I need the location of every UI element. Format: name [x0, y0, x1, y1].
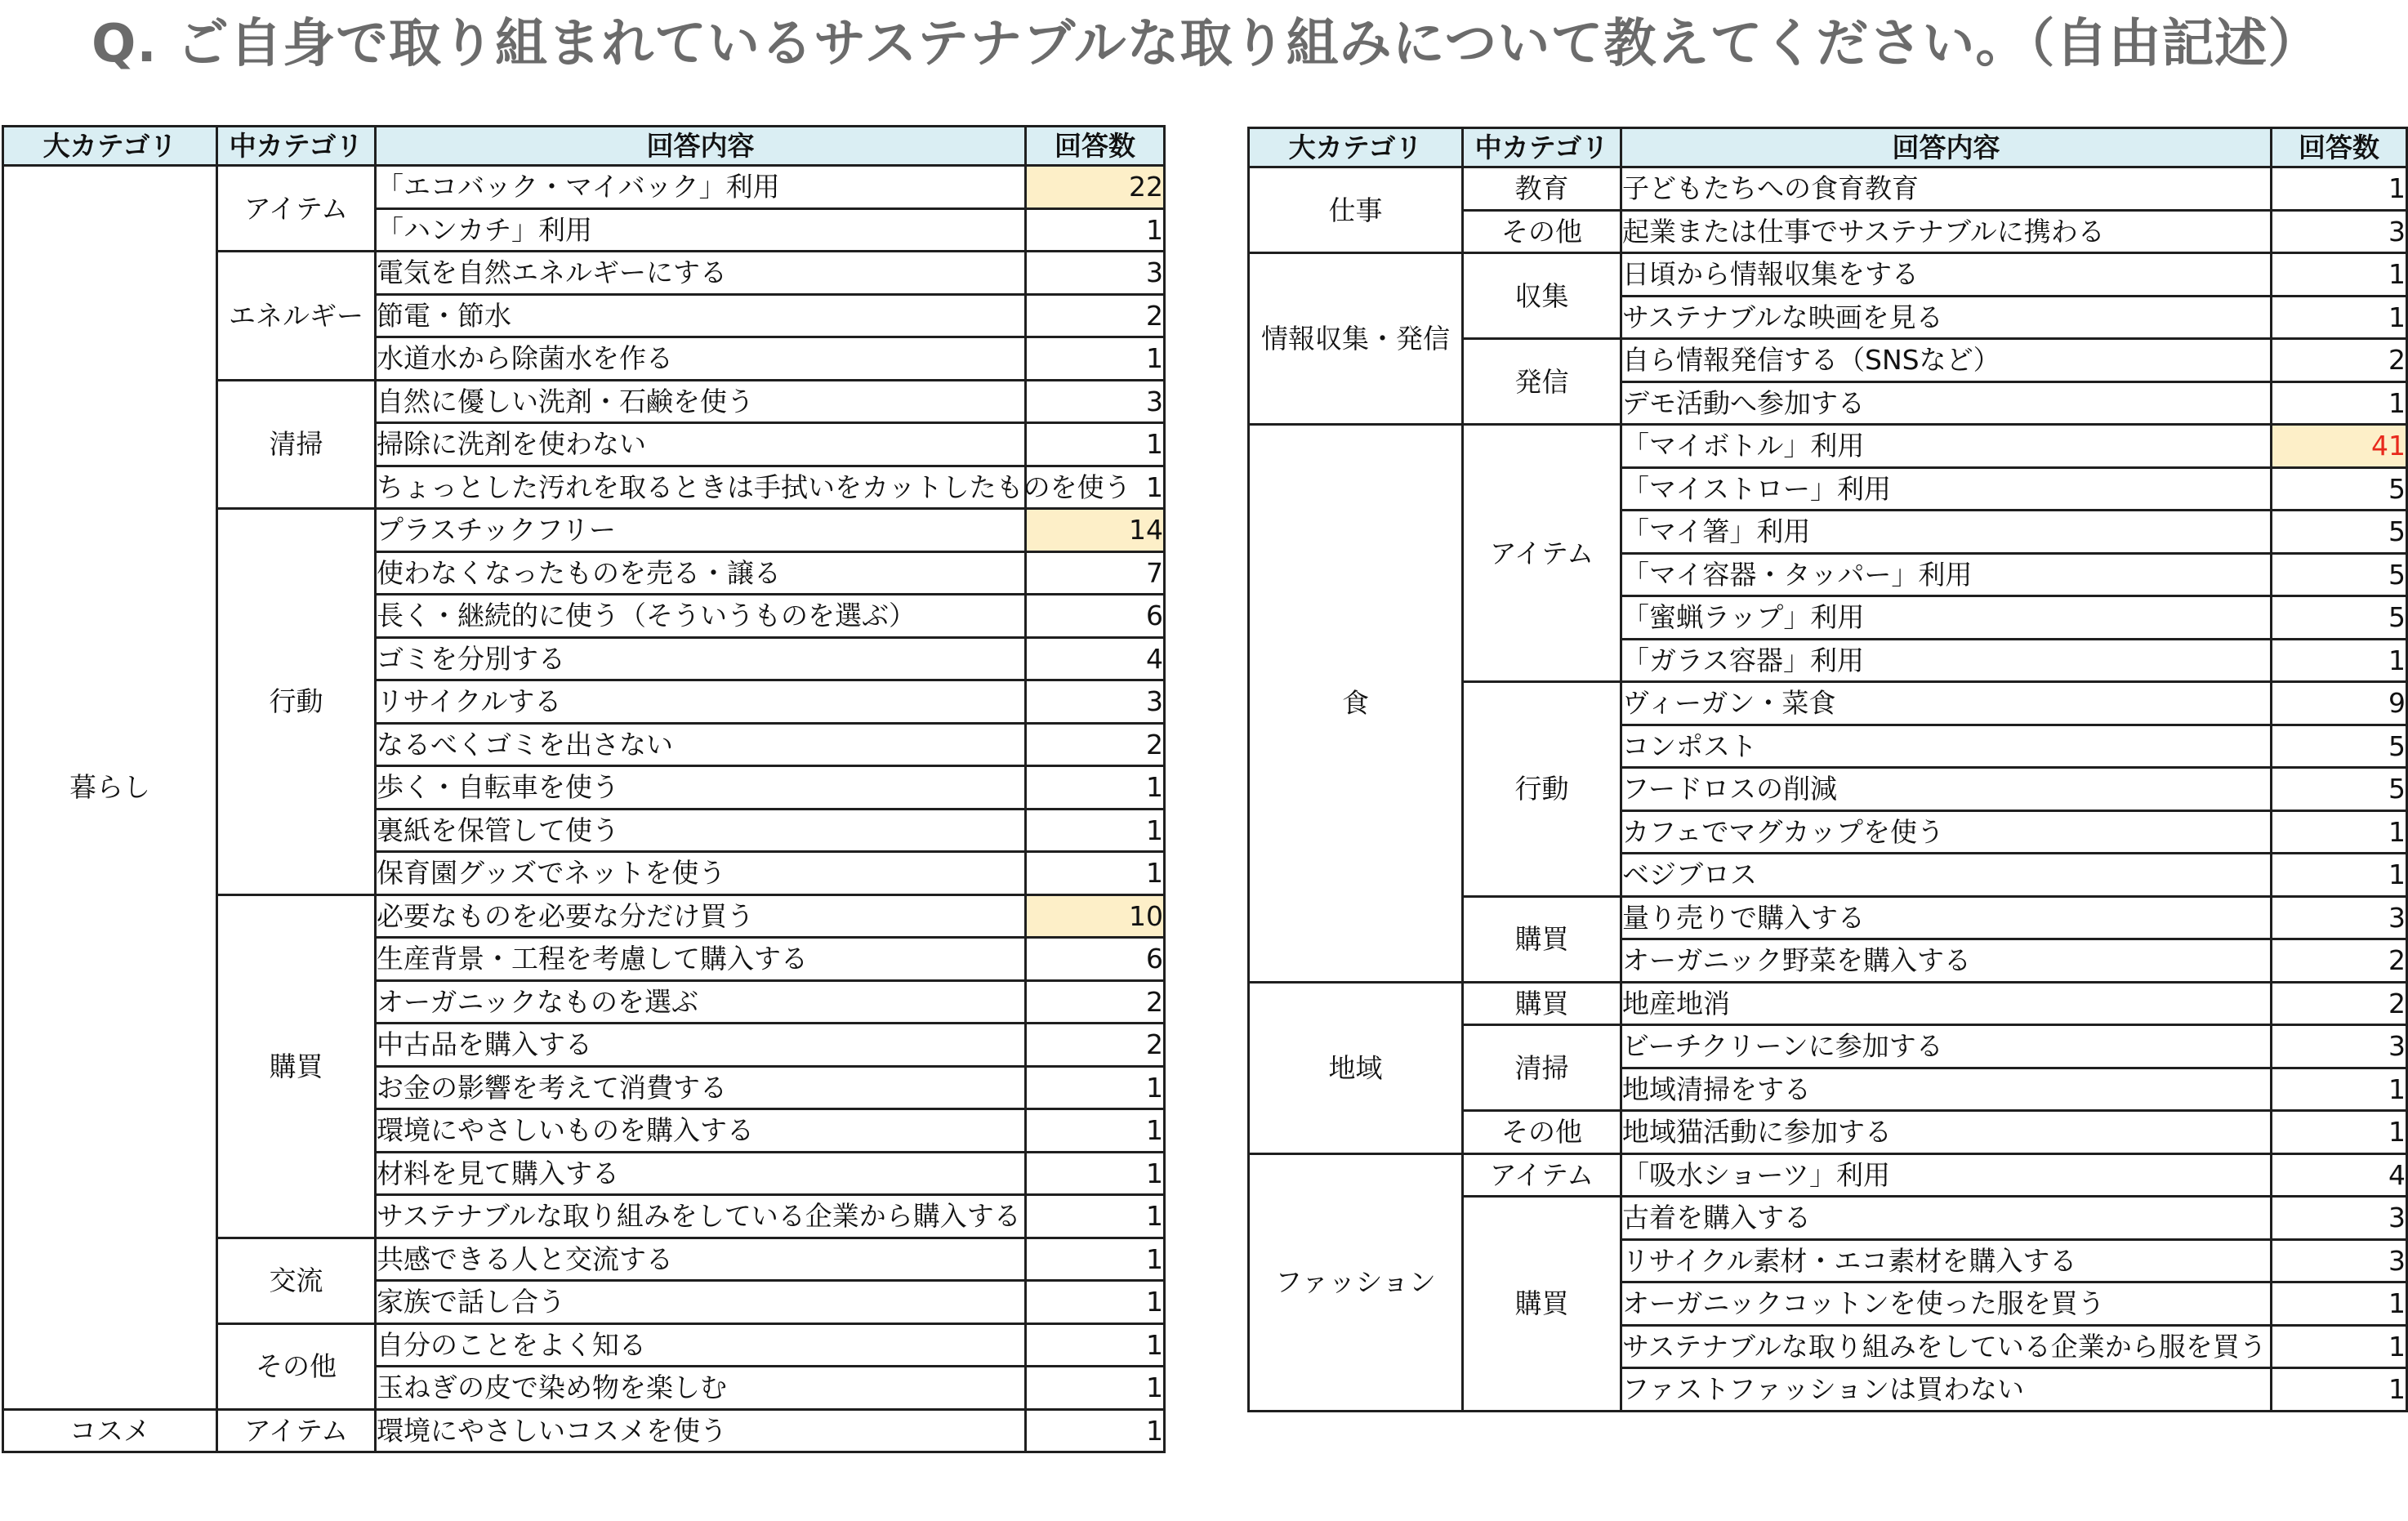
count-cell: 5	[2272, 553, 2407, 596]
sub-category-cell: アイテム	[217, 166, 376, 252]
answer-cell: 起業または仕事でサステナブルに携わる	[1621, 210, 2272, 253]
major-category-cell: ファッション	[1249, 1153, 1463, 1411]
answer-cell: 環境にやさしいコスメを使う	[376, 1409, 1026, 1452]
count-cell: 1	[2272, 1111, 2407, 1154]
count-cell: 3	[1026, 252, 1165, 295]
sub-category-cell: エネルギー	[217, 252, 376, 381]
answer-cell: 必要なものを必要な分だけ買う	[376, 894, 1026, 938]
count-cell: 9	[2272, 682, 2407, 725]
answer-cell: 「マイストロー」利用	[1621, 467, 2272, 511]
answer-cell: 家族で話し合う	[376, 1281, 1026, 1324]
answer-cell: 水道水から除菌水を作る	[376, 337, 1026, 381]
answer-cell: デモ活動へ参加する	[1621, 381, 2272, 425]
count-cell: 3	[2272, 1025, 2407, 1068]
answer-cell: 歩く・自転車を使う	[376, 766, 1026, 810]
count-cell: 41	[2272, 425, 2407, 468]
count-cell: 2	[1026, 723, 1165, 766]
count-cell: 1	[2272, 1282, 2407, 1326]
header-count: 回答数	[1026, 127, 1165, 166]
answer-cell: 使わなくなったものを売る・譲る	[376, 551, 1026, 595]
answer-cell: リサイクルする	[376, 680, 1026, 724]
count-cell: 5	[2272, 596, 2407, 640]
count-cell: 2	[2272, 339, 2407, 382]
answer-cell: 「蜜蝋ラップ」利用	[1621, 596, 2272, 640]
table-body	[3, 166, 1165, 1452]
table-header-row	[3, 127, 1165, 166]
answer-cell: ヴィーガン・菜食	[1621, 682, 2272, 725]
sub-category-cell: 購買	[1463, 1197, 1621, 1412]
sub-category-cell: 収集	[1463, 253, 1621, 339]
answer-cell: 長く・継続的に使う（そういうものを選ぶ）	[376, 595, 1026, 638]
answer-cell: 日頃から情報収集をする	[1621, 253, 2272, 297]
answer-cell: カフェでマグカップを使う	[1621, 810, 2272, 854]
answer-cell: ビーチクリーンに参加する	[1621, 1025, 2272, 1068]
count-cell: 1	[1026, 1109, 1165, 1153]
count-cell: 5	[2272, 768, 2407, 811]
sub-category-cell: 購買	[1463, 982, 1621, 1025]
table-row	[1249, 1153, 2407, 1197]
sub-category-cell: アイテム	[1463, 425, 1621, 682]
count-cell: 10	[1026, 894, 1165, 938]
sub-category-cell: 清掃	[1463, 1025, 1621, 1111]
header-answer: 回答内容	[376, 127, 1026, 166]
answer-cell: 「マイボトル」利用	[1621, 425, 2272, 468]
table-row	[1249, 167, 2407, 211]
count-cell: 1	[2272, 639, 2407, 682]
count-cell: 3	[1026, 680, 1165, 724]
count-cell: 3	[2272, 896, 2407, 939]
count-cell: 1	[1026, 466, 1165, 509]
answer-cell: 環境にやさしいものを購入する	[376, 1109, 1026, 1153]
answer-cell: オーガニック野菜を購入する	[1621, 939, 2272, 983]
answer-cell: サステナブルな映画を見る	[1621, 296, 2272, 339]
answer-cell: オーガニックコットンを使った服を買う	[1621, 1282, 2272, 1326]
header-major-category: 大カテゴリ	[1249, 128, 1463, 167]
answer-cell: 節電・節水	[376, 294, 1026, 337]
answer-cell: 玉ねぎの皮で染め物を楽しむ	[376, 1367, 1026, 1410]
sub-category-cell: 行動	[1463, 682, 1621, 897]
count-cell: 4	[1026, 637, 1165, 680]
count-cell: 1	[1026, 1367, 1165, 1410]
count-cell: 14	[1026, 509, 1165, 552]
answer-cell: 保育園グッズでネットを使う	[376, 852, 1026, 895]
answer-cell: サステナブルな取り組みをしている企業から服を買う	[1621, 1325, 2272, 1368]
count-cell: 1	[2272, 1325, 2407, 1368]
table-header-row	[1249, 128, 2407, 167]
major-category-cell: 情報収集・発信	[1249, 253, 1463, 425]
answer-cell: 「マイ箸」利用	[1621, 511, 2272, 554]
answer-cell: 自分のことをよく知る	[376, 1323, 1026, 1367]
count-cell: 1	[2272, 1068, 2407, 1111]
major-category-cell: コスメ	[3, 1409, 217, 1452]
sub-category-cell: アイテム	[217, 1409, 376, 1452]
table-row	[1249, 425, 2407, 468]
header-sub-category: 中カテゴリ	[217, 127, 376, 166]
answer-cell: 「吸水ショーツ」利用	[1621, 1153, 2272, 1197]
responses-table-right	[1247, 127, 2408, 1412]
sub-category-cell: 教育	[1463, 167, 1621, 211]
count-cell: 1	[1026, 1152, 1165, 1195]
answer-cell: 生産背景・工程を考慮して購入する	[376, 938, 1026, 981]
count-cell: 1	[1026, 337, 1165, 381]
sub-category-cell: その他	[217, 1323, 376, 1409]
count-cell: 1	[1026, 1281, 1165, 1324]
sub-category-cell: 交流	[217, 1238, 376, 1323]
sub-category-cell: 清掃	[217, 380, 376, 509]
sub-category-cell: 発信	[1463, 339, 1621, 425]
answer-cell: 地域猫活動に参加する	[1621, 1111, 2272, 1154]
count-cell: 1	[1026, 1195, 1165, 1238]
major-category-cell: 食	[1249, 425, 1463, 983]
count-cell: 5	[2272, 467, 2407, 511]
count-cell: 1	[2272, 296, 2407, 339]
answer-cell: お金の影響を考えて消費する	[376, 1066, 1026, 1109]
header-sub-category: 中カテゴリ	[1463, 128, 1621, 167]
answer-cell: オーガニックなものを選ぶ	[376, 980, 1026, 1024]
sub-category-cell: 購買	[217, 894, 376, 1238]
count-cell: 2	[2272, 939, 2407, 983]
answer-cell: ファストファッションは買わない	[1621, 1368, 2272, 1412]
count-cell: 22	[1026, 166, 1165, 209]
answer-cell: 「ハンカチ」利用	[376, 208, 1026, 252]
count-cell: 3	[2272, 210, 2407, 253]
count-cell: 3	[2272, 1239, 2407, 1282]
count-cell: 1	[2272, 381, 2407, 425]
answer-cell: 地産地消	[1621, 982, 2272, 1025]
answer-cell: 裏紙を保管して使う	[376, 809, 1026, 852]
table-row	[3, 1409, 1165, 1452]
sub-category-cell: アイテム	[1463, 1153, 1621, 1197]
sub-category-cell: その他	[1463, 1111, 1621, 1154]
count-cell: 3	[1026, 380, 1165, 423]
count-cell: 7	[1026, 551, 1165, 595]
answer-cell: 「マイ容器・タッパー」利用	[1621, 553, 2272, 596]
answer-cell: 古着を購入する	[1621, 1197, 2272, 1240]
answer-cell: 子どもたちへの食育教育	[1621, 167, 2272, 211]
header-count: 回答数	[2272, 128, 2407, 167]
answer-cell: ベジブロス	[1621, 854, 2272, 897]
major-category-cell: 地域	[1249, 982, 1463, 1153]
count-cell: 1	[2272, 854, 2407, 897]
answer-cell: 材料を見て購入する	[376, 1152, 1026, 1195]
answer-cell: 自然に優しい洗剤・石鹸を使う	[376, 380, 1026, 423]
count-cell: 1	[2272, 167, 2407, 211]
answer-cell: 「ガラス容器」利用	[1621, 639, 2272, 682]
count-cell: 1	[1026, 1409, 1165, 1452]
count-cell: 1	[1026, 423, 1165, 466]
table-row	[3, 166, 1165, 209]
count-cell: 1	[1026, 766, 1165, 810]
answer-cell: ちょっとした汚れを取るときは手拭いをカットしたものを使う	[376, 466, 1026, 509]
count-cell: 4	[2272, 1153, 2407, 1197]
count-cell: 1	[2272, 1368, 2407, 1412]
count-cell: 6	[1026, 595, 1165, 638]
count-cell: 1	[1026, 852, 1165, 895]
answer-cell: 中古品を購入する	[376, 1024, 1026, 1067]
responses-table-left	[2, 125, 1166, 1453]
count-cell: 1	[1026, 809, 1165, 852]
count-cell: 1	[2272, 253, 2407, 297]
sub-category-cell: その他	[1463, 210, 1621, 253]
count-cell: 3	[2272, 1197, 2407, 1240]
header-answer: 回答内容	[1621, 128, 2272, 167]
table-row	[1249, 982, 2407, 1025]
answer-cell: 共感できる人と交流する	[376, 1238, 1026, 1281]
answer-cell: リサイクル素材・エコ素材を購入する	[1621, 1239, 2272, 1282]
major-category-cell: 暮らし	[3, 166, 217, 1410]
question-title: Q. ご自身で取り組まれているサステナブルな取り組みについて教えてください。（自由記述）	[91, 14, 2321, 74]
answer-cell: 電気を自然エネルギーにする	[376, 252, 1026, 295]
count-cell: 2	[1026, 294, 1165, 337]
answer-cell: 量り売りで購入する	[1621, 896, 2272, 939]
answer-cell: プラスチックフリー	[376, 509, 1026, 552]
answer-cell: なるべくゴミを出さない	[376, 723, 1026, 766]
major-category-cell: 仕事	[1249, 167, 1463, 253]
count-cell: 2	[1026, 980, 1165, 1024]
sub-category-cell: 行動	[217, 509, 376, 895]
count-cell: 1	[1026, 208, 1165, 252]
answer-cell: サステナブルな取り組みをしている企業から購入する	[376, 1195, 1026, 1238]
answer-cell: 掃除に洗剤を使わない	[376, 423, 1026, 466]
answer-cell: 「エコバック・マイバック」利用	[376, 166, 1026, 209]
answer-cell: フードロスの削減	[1621, 768, 2272, 811]
sub-category-cell: 購買	[1463, 896, 1621, 982]
count-cell: 1	[1026, 1238, 1165, 1281]
answer-cell: 地域清掃をする	[1621, 1068, 2272, 1111]
header-major-category: 大カテゴリ	[3, 127, 217, 166]
count-cell: 1	[2272, 810, 2407, 854]
count-cell: 5	[2272, 725, 2407, 768]
count-cell: 1	[1026, 1323, 1165, 1367]
count-cell: 1	[1026, 1066, 1165, 1109]
answer-cell: 自ら情報発信する（SNSなど）	[1621, 339, 2272, 382]
count-cell: 2	[2272, 982, 2407, 1025]
count-cell: 6	[1026, 938, 1165, 981]
answer-cell: ゴミを分別する	[376, 637, 1026, 680]
count-cell: 5	[2272, 511, 2407, 554]
answer-cell: コンポスト	[1621, 725, 2272, 768]
table-row	[1249, 253, 2407, 297]
table-body	[1249, 167, 2407, 1412]
count-cell: 2	[1026, 1024, 1165, 1067]
